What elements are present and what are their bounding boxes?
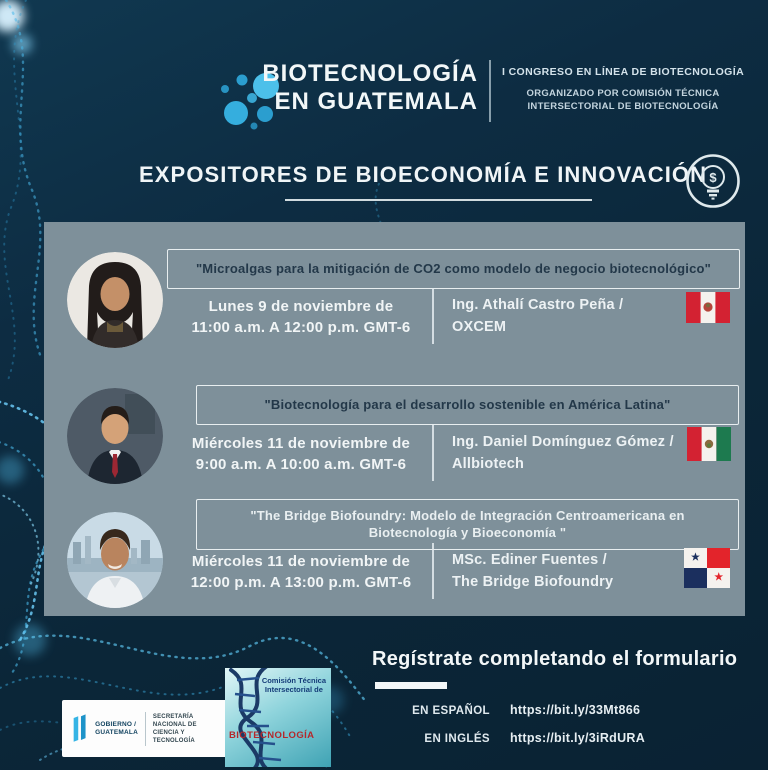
- register-underline: [375, 682, 447, 689]
- government-bars-icon: [70, 711, 90, 747]
- speaker-3-org: The Bridge Biofoundry: [452, 574, 614, 590]
- speaker-3-divider: [432, 543, 434, 599]
- congress-info: [501, 66, 745, 113]
- speaker-2-divider: [432, 425, 434, 481]
- cti-line-2: Intersectorial de: [264, 685, 323, 694]
- speaker-2-name-block: [452, 431, 692, 475]
- speaker-1-talk-title-box: [167, 249, 740, 289]
- speaker-3-date: Miércoles 11 de noviembre de: [191, 553, 411, 570]
- spanish-label: EN ESPAÑOL: [412, 705, 490, 717]
- congress-name: I CONGRESO EN LÍNEA DE BIOTECNOLOGÍA: [501, 66, 745, 78]
- speaker-1-photo: [67, 252, 163, 348]
- section-underline: [285, 199, 592, 201]
- register-link-spanish-row: [372, 703, 712, 717]
- brand-line-2: EN GUATEMALA: [274, 88, 478, 115]
- speaker-1-name-block: [452, 294, 692, 338]
- speaker-2-org: Allbiotech: [452, 456, 525, 472]
- register-heading: Regístrate completando el formulario: [372, 648, 738, 670]
- english-registration-link[interactable]: https://bit.ly/3iRdURA: [510, 731, 646, 745]
- speaker-3-talk-title-box: [196, 499, 739, 550]
- speaker-2-talk-title-box: [196, 385, 739, 425]
- speaker-1-schedule: [176, 296, 426, 338]
- organizer-line-2: INTERSECTORIAL DE BIOTECNOLOGÍA: [527, 100, 719, 112]
- speaker-1-time: 11:00 a.m. A 12:00 p.m. GMT-6: [191, 319, 411, 336]
- event-brand-title: [240, 60, 478, 116]
- cti-logo-title: [262, 676, 326, 694]
- speaker-2-schedule: [176, 433, 426, 475]
- gov-logo-divider: [145, 712, 146, 746]
- speaker-3-name-block: [452, 549, 692, 593]
- section-title: EXPOSITORES DE BIOECONOMÍA E INNOVACIÓN: [139, 162, 708, 187]
- bulb-dollar-symbol: $: [709, 170, 717, 185]
- speaker-3-time: 12:00 p.m. A 13:00 p.m. GMT-6: [190, 574, 412, 591]
- speaker-3-photo: [67, 512, 163, 608]
- speaker-2-date: Miércoles 11 de noviembre de: [191, 435, 411, 452]
- cti-logo-biotecnologia: BIOTECNOLOGÍA: [229, 730, 315, 741]
- speaker-1-date: Lunes 9 de noviembre de: [208, 298, 394, 315]
- guatemala-government-logo: [62, 700, 230, 757]
- senacyt-line-1: SECRETARÍA: [152, 713, 194, 720]
- register-link-english-row: [372, 731, 712, 745]
- speaker-2-photo: [67, 388, 163, 484]
- organizer-text: [501, 88, 745, 113]
- speaker-3-talk-title: "The Bridge Biofoundry: Modelo de Integración Centroamericana en Biotecnología y Bioeconomía ": [250, 508, 685, 540]
- speaker-2-talk-title: "Biotecnología para el desarrollo sostenible en América Latina": [264, 396, 671, 412]
- comision-tecnica-logo: [225, 668, 331, 767]
- panama-flag-icon: [684, 548, 730, 588]
- brand-line-1: BIOTECNOLOGÍA: [262, 60, 478, 87]
- header: [0, 0, 768, 140]
- speaker-2-name: Ing. Daniel Domínguez Gómez /: [452, 434, 674, 450]
- speaker-1-talk-title: "Microalgas para la mitigación de CO2 como modelo de negocio biotecnológico": [195, 260, 712, 276]
- peru-flag-icon: [686, 292, 730, 323]
- government-brand-text: [95, 721, 138, 737]
- senacyt-text: [153, 713, 222, 745]
- lightbulb-dollar-icon: [684, 152, 742, 210]
- speaker-1-name: Ing. Athalí Castro Peña /: [452, 297, 624, 313]
- speaker-2-time: 9:00 a.m. A 10:00 a.m. GMT-6: [195, 456, 407, 473]
- mexico-flag-icon: [687, 427, 731, 461]
- gov-brand-line-2: GUATEMALA: [95, 728, 138, 736]
- header-divider: [489, 60, 491, 122]
- speaker-1-org: OXCEM: [452, 319, 507, 335]
- english-label: EN INGLÉS: [424, 733, 490, 745]
- senacyt-line-2: NACIONAL DE: [152, 721, 197, 728]
- speaker-3-name: MSc. Ediner Fuentes /: [452, 552, 607, 568]
- cti-line-1: Comisión Técnica: [261, 676, 326, 685]
- organizer-line-1: ORGANIZADO POR COMISIÓN TÉCNICA: [526, 88, 720, 99]
- gov-brand-line-1: GOBIERNO /: [95, 720, 137, 728]
- speaker-1-divider: [432, 288, 434, 344]
- speaker-3-schedule: [176, 551, 426, 593]
- spanish-registration-link[interactable]: https://bit.ly/33Mt866: [510, 703, 641, 717]
- senacyt-line-3: CIENCIA Y TECNOLOGÍA: [152, 729, 195, 744]
